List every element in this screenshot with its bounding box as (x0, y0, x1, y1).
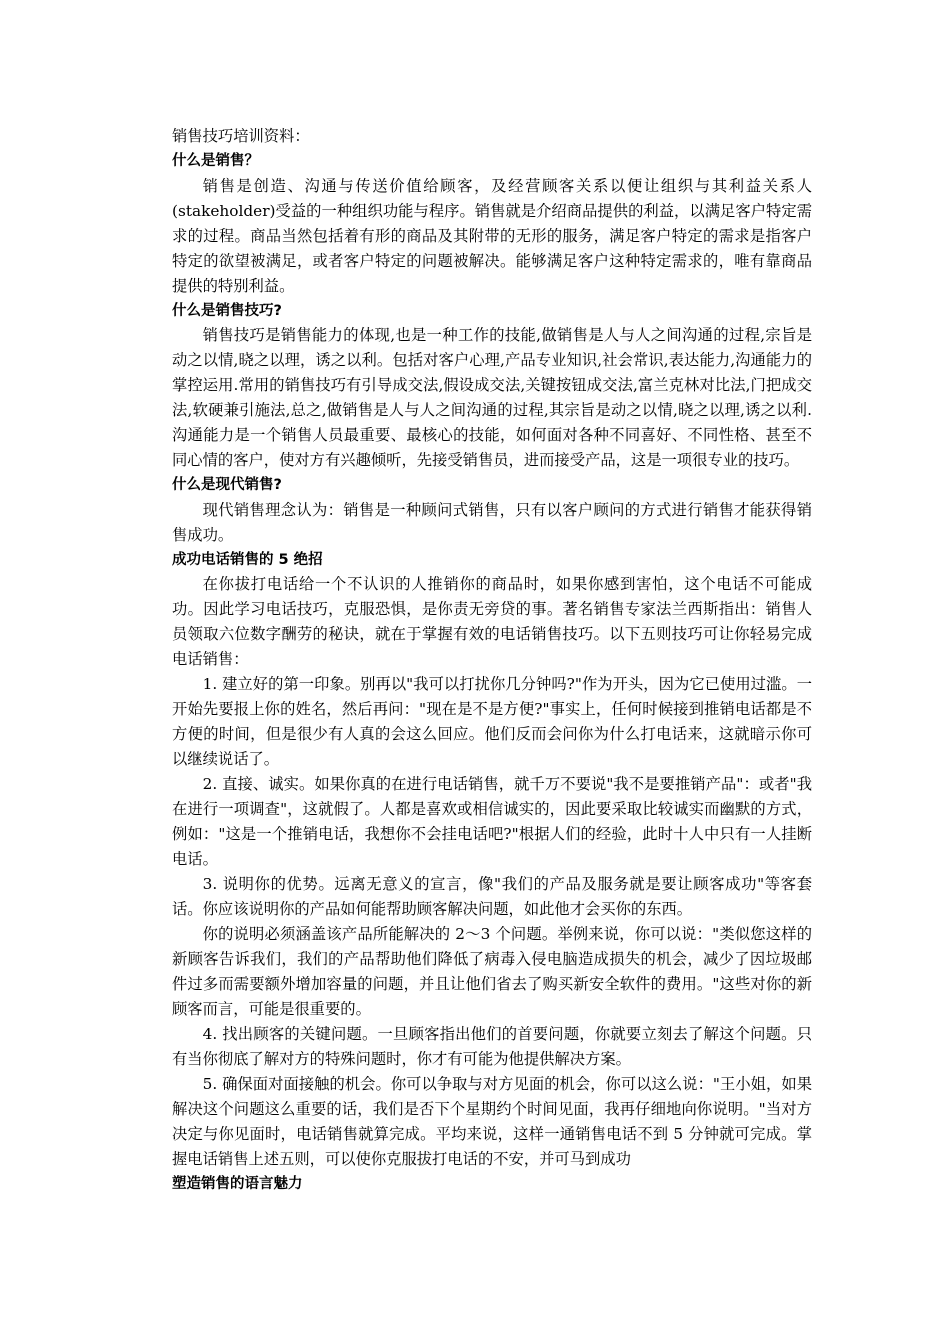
section-heading-modern-sales: 什么是现代销售? (172, 477, 282, 493)
section-heading-what-is-sales: 什么是销售？ (172, 153, 259, 169)
paragraph-tip-5: 5. 确保面对面接触的机会。你可以争取与对方见面的机会，你可以这么说："王小姐，如果解决这个问题这么重要的话，我们是否下个星期约个时间见面，我再仔细地向你说明。"当对方决定与你见面时，电话销售就算完成。平均来说，这样一通销售电话不到 5 分钟就可完成。掌握电话销售上述五则，可以使你克服拔打电话的不安，并可马到成功 (172, 1075, 812, 1168)
paragraph-phone-sales-intro: 在你拔打电话给一个不认识的人推销你的商品时，如果你感到害怕，这个电话不可能成功。因此学习电话技巧，克服恐惧，是你责无旁贷的事。著名销售专家法兰西斯指出：销售人员领取六位数字酬劳的秘诀，就在于掌握有效的电话销售技巧。以下五则技巧可让你轻易完成电话销售： (172, 575, 812, 668)
section-heading-sales-skills: 什么是销售技巧? (172, 302, 282, 319)
paragraph-tip-1: 1. 建立好的第一印象。别再以"我可以打扰你几分钟吗?"作为开头，因为它已使用过滥。一开始先要报上你的姓名，然后再问："现在是不是方便?"事实上，任何时候接到推销电话都是不方便的时间，但是很少有人真的会这么回应。他们反而会问你为什么打电话来，这就暗示你可以继续说话了。 (172, 675, 812, 768)
document-title: 销售技巧培训资料： (172, 127, 310, 145)
document-page (172, 124, 812, 1197)
paragraph-tip-2: 2. 直接、诚实。如果你真的在进行电话销售，就千万不要说"我不是要推销产品"：或者"我在进行一项调查"，这就假了。人都是喜欢或相信诚实的，因此要采取比较诚实而幽默的方式，例如："这是一个推销电话，我想你不会挂电话吧?"根据人们的经验，此时十人中只有一人挂断电话。 (172, 775, 812, 868)
section-heading-language-charm: 塑造销售的语言魅力 (172, 1176, 303, 1192)
paragraph-tip-4: 4. 找出顾客的关键问题。一旦顾客指出他们的首要问题，你就要立刻去了解这个问题。只有当你彻底了解对方的特殊问题时，你才有可能为他提供解决方案。 (172, 1025, 812, 1068)
paragraph-modern-sales: 现代销售理念认为：销售是一种顾问式销售，只有以客户顾问的方式进行销售才能获得销售成功。 (172, 500, 812, 544)
section-heading-phone-sales-tips: 成功电话销售的 5 绝招 (172, 551, 323, 568)
paragraph-tip-3: 3. 说明你的优势。远离无意义的宣言，像"我们的产品及服务就是要让顾客成功"等客套话。你应该说明你的产品如何能帮助顾客解决问题，如此他才会买你的东西。 (172, 875, 812, 918)
paragraph-tip-3-detail: 你的说明必须涵盖该产品所能解决的 2～3 个问题。举例来说，你可以说："类似您这样的新顾客告诉我们，我们的产品帮助他们降低了病毒入侵电脑造成损失的机会，减少了因垃圾邮件过多而需要额外增加容量的问题，并且让他们省去了购买新安全软件的费用。"这些对你的新顾客而言，可能是很重要的。 (172, 925, 812, 1018)
paragraph-sales-definition: 销售是创造、沟通与传送价值给顾客，及经营顾客关系以便让组织与其利益关系人(stakeholder)受益的一种组织功能与程序。销售就是介绍商品提供的利益，以满足客户特定需求的过程。商品当然包括着有形的商品及其附带的无形的服务，满足客户特定的需求是指客户特定的欲望被满足，或者客户特定的问题被解决。能够满足客户这种特定需求的，唯有靠商品提供的特别利益。 (172, 176, 812, 295)
paragraph-sales-skills: 销售技巧是销售能力的体现,也是一种工作的技能,做销售是人与人之间沟通的过程,宗旨是动之以情,晓之以理，诱之以利。包括对客户心理,产品专业知识,社会常识,表达能力,沟通能力的掌控运用.常用的销售技巧有引导成交法,假设成交法,关键按钮成交法,富兰克林对比法,门把成交法,软硬兼引施法,总之,做销售是人与人之间沟通的过程,其宗旨是动之以情,晓之以理,诱之以利.沟通能力是一个销售人员最重要、最核心的技能，如何面对各种不同喜好、不同性格、甚至不同心情的客户，使对方有兴趣倾听，先接受销售员，进而接受产品，这是一项很专业的技巧。 (172, 326, 812, 469)
